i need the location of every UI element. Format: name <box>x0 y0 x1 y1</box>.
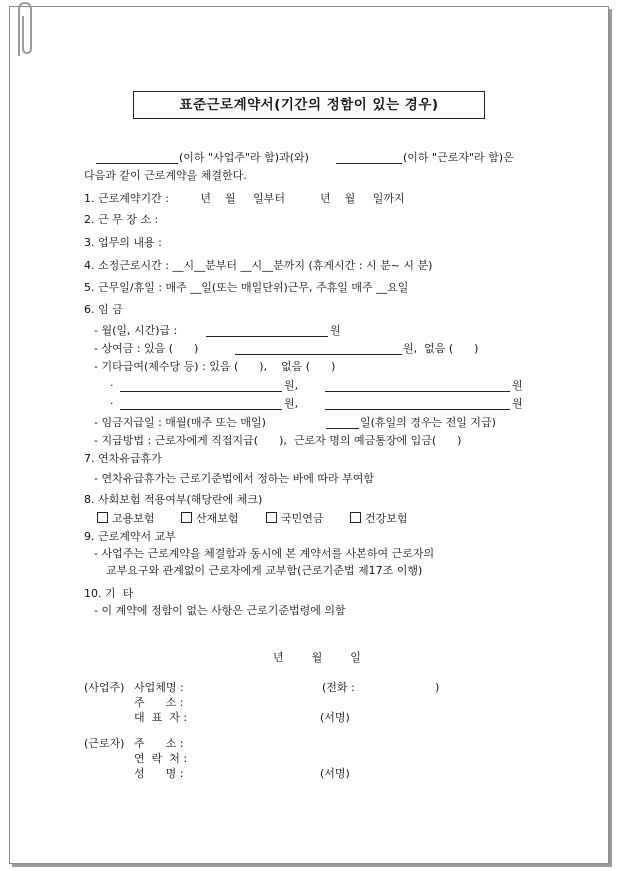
employer-label: (사업주) <box>84 681 125 694</box>
employer-phone: (전화 : ) <box>322 681 440 694</box>
health-insurance-checkbox[interactable] <box>350 512 361 523</box>
document-title: 표준근로계약서(기간의 정함이 있는 경우) <box>179 97 439 113</box>
insurance-health[interactable]: 건강보험 <box>350 512 408 526</box>
worker-contact: 연 락 처 : <box>134 752 188 765</box>
worker-name-blank[interactable] <box>336 163 402 164</box>
employment-insurance-checkbox[interactable] <box>97 512 108 523</box>
worker-signature[interactable]: (서명) <box>320 767 350 780</box>
other-pay-blank-4[interactable] <box>325 409 510 410</box>
bonus-blank[interactable] <box>235 354 402 355</box>
other-pay-blank-1[interactable] <box>120 391 282 392</box>
other-pay-won-4: 원 <box>512 397 523 410</box>
payment-method: - 지급방법 : 근로자에게 직접지급( ), 근로자 명의 예금통장에 입금( ) <box>94 434 462 447</box>
bonus-label: - 상여금 : 있음 ( ) <box>94 342 199 355</box>
employer-signature[interactable]: (서명) <box>320 711 350 724</box>
other-pay-blank-3[interactable] <box>120 409 282 410</box>
intro-line-2: 다음과 같이 근로계약을 체결한다. <box>84 169 247 182</box>
annual-leave-note: - 연차유급휴가는 근로기준법에서 정하는 바에 따라 부여함 <box>94 472 374 485</box>
other-pay-blank-2[interactable] <box>325 391 510 392</box>
item-5-workdays: 5. 근무일/휴일 : 매주 __일(또는 매일단위)근무, 주휴일 매주 __요일 <box>84 281 409 294</box>
other-pay-bullet-1: · <box>110 379 114 392</box>
intro-employer-text: (이하 "사업주"라 함)과(와) <box>179 151 309 164</box>
other-pay-label: - 기타급여(제수당 등) : 있음 ( ), 없음 ( ) <box>94 360 336 373</box>
contract-date: 년 월 일 <box>273 651 361 664</box>
employer-name-blank[interactable] <box>96 163 178 164</box>
item-7-annual-leave: 7. 연차유급휴가 <box>84 452 162 465</box>
item-2-workplace: 2. 근 무 장 소 : <box>84 213 159 226</box>
other-note: - 이 계약에 정함이 없는 사항은 근로기준법령에 의함 <box>94 604 346 617</box>
paperclip-icon <box>10 0 38 60</box>
insurance-pension[interactable]: 국민연금 <box>266 512 324 526</box>
insurance-industrial[interactable]: 산재보험 <box>181 512 239 526</box>
other-pay-won-1: 원, <box>284 379 299 392</box>
worker-name: 성 명 : <box>134 767 184 780</box>
industrial-accident-checkbox[interactable] <box>181 512 192 523</box>
other-pay-bullet-2: · <box>110 397 114 410</box>
item-4-working-hours: 4. 소정근로시간 : __시__분부터 __시__분까지 (휴게시간 : 시 분~ 시 분) <box>84 259 433 272</box>
national-pension-checkbox[interactable] <box>266 512 277 523</box>
wage-monthly-unit: 원 <box>330 324 341 337</box>
worker-address: 주 소 : <box>134 737 184 750</box>
worker-label: (근로자) <box>84 737 125 750</box>
payday-blank[interactable] <box>326 428 359 429</box>
item-3-job-description: 3. 업무의 내용 : <box>84 236 162 249</box>
payday-label: - 임금지급일 : 매월(매주 또는 매일) <box>94 416 266 429</box>
wage-monthly-blank[interactable] <box>206 336 328 337</box>
payday-tail: 일(휴일의 경우는 전일 지급) <box>360 416 496 429</box>
item-8-social-insurance: 8. 사회보험 적용여부(해당란에 체크) <box>84 493 263 506</box>
other-pay-won-3: 원, <box>284 397 299 410</box>
employer-representative: 대 표 자 : <box>134 711 188 724</box>
insurance-employment[interactable]: 고용보험 <box>97 512 155 526</box>
bonus-tail: 원, 없음 ( ) <box>403 342 479 355</box>
title-box <box>133 91 485 119</box>
item-1-contract-period: 1. 근로계약기간 : 년 월 일부터 년 월 일까지 <box>84 192 405 205</box>
employer-address: 주 소 : <box>134 696 184 709</box>
intro-worker-text: (이하 "근로자"라 함)은 <box>403 151 514 164</box>
item-9-contract-delivery: 9. 근로계약서 교부 <box>84 530 176 543</box>
employer-business-name: 사업체명 : <box>134 681 184 694</box>
delivery-note-2: 교부요구와 관계없이 근로자에게 교부함(근로기준법 제17조 이행) <box>106 564 423 577</box>
item-10-other: 10. 기 타 <box>84 587 134 600</box>
other-pay-won-2: 원 <box>512 379 523 392</box>
delivery-note-1: - 사업주는 근로계약을 체결함과 동시에 본 계약서를 사본하여 근로자의 <box>94 547 435 560</box>
wage-monthly-label: - 월(일, 시간)급 : <box>94 324 178 337</box>
item-6-wage-heading: 6. 임 금 <box>84 303 123 316</box>
